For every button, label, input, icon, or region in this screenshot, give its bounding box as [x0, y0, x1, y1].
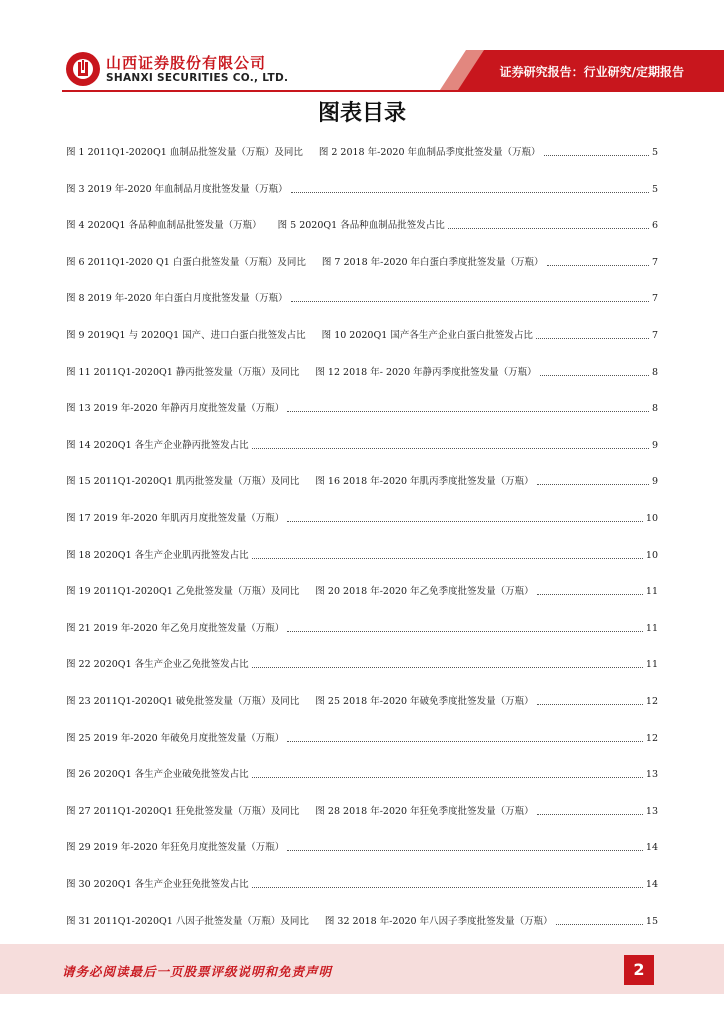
toc-entry-caption: 图 23 2011Q1-2020Q1 破免批签发量（万瓶）及同比 [66, 696, 300, 707]
toc-entry-page: 9 [651, 439, 658, 451]
toc-entry-caption: 图 25 2019 年-2020 年破免月度批签发量（万瓶） [66, 732, 285, 744]
toc-entry-caption-second: 图 2 2018 年-2020 年血制品季度批签发量（万瓶） [318, 147, 541, 158]
toc-entry[interactable] [66, 877, 658, 891]
toc-entry[interactable] [66, 474, 658, 488]
toc-entry[interactable] [66, 328, 658, 342]
toc-entry-caption-second: 图 32 2018 年-2020 年八因子季度批签发量（万瓶） [324, 915, 553, 927]
toc-entry[interactable] [66, 365, 658, 379]
toc-entry-caption-second: 图 25 2018 年-2020 年破免季度批签发量（万瓶） [315, 696, 534, 707]
toc-entry-page: 11 [645, 659, 658, 671]
toc-entry-caption: 图 11 2011Q1-2020Q1 静丙批签发量（万瓶）及同比 [66, 366, 300, 378]
toc-entry[interactable] [66, 511, 658, 525]
toc-entry-page: 5 [651, 183, 658, 195]
toc-entry-caption: 图 9 2019Q1 与 2020Q1 国产、进口白蛋白批签发占比 [66, 330, 306, 341]
toc-entry-page: 15 [645, 915, 658, 927]
toc-entry-caption: 图 31 2011Q1-2020Q1 八因子批签发量（万瓶）及同比 [66, 915, 309, 927]
toc-dot-leader [537, 594, 643, 595]
toc-dot-leader [287, 411, 649, 412]
toc-entry-page: 8 [651, 366, 658, 378]
toc-entry-caption: 图 4 2020Q1 各品种血制品批签发量（万瓶） [66, 220, 262, 232]
toc-entry[interactable] [66, 731, 658, 745]
toc-entry-caption: 图 14 2020Q1 各生产企业静丙批签发占比 [66, 439, 249, 451]
toc-entry-caption: 图 17 2019 年-2020 年肌丙月度批签发量（万瓶） [66, 513, 285, 524]
page-number: 2 [624, 955, 654, 985]
toc-entry-caption: 图 30 2020Q1 各生产企业狂免批签发占比 [66, 879, 249, 890]
header-divider [62, 90, 724, 92]
company-logo-icon [66, 52, 100, 86]
toc-entry-page: 6 [651, 220, 658, 232]
toc-entry[interactable] [66, 914, 658, 928]
toc-entry-page: 12 [645, 732, 658, 744]
toc-entry-caption: 图 21 2019 年-2020 年乙免月度批签发量（万瓶） [66, 622, 285, 634]
toc-entry-caption-second: 图 10 2020Q1 国产各生产企业白蛋白批签发占比 [321, 330, 533, 341]
toc-entry[interactable] [66, 621, 658, 635]
toc-dot-leader [544, 155, 649, 156]
toc-entry-caption-second: 图 16 2018 年-2020 年肌丙季度批签发量（万瓶） [315, 476, 534, 488]
toc-entry-caption-second: 图 20 2018 年-2020 年乙免季度批签发量（万瓶） [315, 586, 534, 598]
toc-entry-caption-second: 图 7 2018 年-2020 年白蛋白季度批签发量（万瓶） [321, 256, 544, 268]
toc-entry-caption: 图 18 2020Q1 各生产企业肌丙批签发占比 [66, 549, 249, 561]
toc-entry[interactable] [66, 548, 658, 562]
toc-entry-caption: 图 1 2011Q1-2020Q1 血制品批签发量（万瓶）及同比 [66, 147, 303, 158]
toc-dot-leader [252, 558, 643, 559]
toc-entry-page: 10 [645, 549, 658, 561]
toc-dot-leader [287, 521, 643, 522]
toc-entry-caption-second: 图 5 2020Q1 各品种血制品批签发占比 [277, 220, 445, 232]
toc-entry-caption: 图 6 2011Q1-2020 Q1 白蛋白批签发量（万瓶）及同比 [66, 256, 306, 268]
toc-entry-page: 7 [651, 293, 658, 305]
toc-dot-leader [537, 704, 643, 705]
toc-dot-leader [252, 777, 643, 778]
toc-dot-leader [252, 667, 643, 668]
toc-entry-page: 5 [651, 147, 658, 158]
toc-dot-leader [287, 741, 643, 742]
toc-entry[interactable] [66, 145, 658, 159]
toc-entry-page: 13 [645, 805, 658, 817]
toc-entry-page: 7 [651, 330, 658, 341]
toc-dot-leader [287, 850, 643, 851]
toc-entry-caption: 图 19 2011Q1-2020Q1 乙免批签发量（万瓶）及同比 [66, 586, 300, 598]
toc-entry-caption: 图 26 2020Q1 各生产企业破免批签发占比 [66, 769, 249, 781]
toc-dot-leader [537, 484, 649, 485]
toc-entry[interactable] [66, 438, 658, 452]
toc-entry-caption: 图 3 2019 年-2020 年血制品月度批签发量（万瓶） [66, 183, 288, 195]
toc-entry-caption: 图 13 2019 年-2020 年静丙月度批签发量（万瓶） [66, 403, 285, 415]
toc-dot-leader [556, 924, 643, 925]
toc-entry[interactable] [66, 182, 658, 196]
toc-entry-caption: 图 22 2020Q1 各生产企业乙免批签发占比 [66, 659, 249, 671]
toc-entry-page: 11 [645, 622, 658, 634]
toc-entry[interactable] [66, 840, 658, 854]
toc-entry-page: 11 [645, 586, 658, 598]
toc-entry-page: 14 [645, 879, 658, 890]
toc-entry[interactable] [66, 255, 658, 269]
toc-entry-page: 7 [651, 256, 658, 268]
report-type-label: 证券研究报告：行业研究/定期报告 [499, 65, 684, 79]
toc-dot-leader [252, 448, 649, 449]
toc-dot-leader [252, 887, 643, 888]
toc-entry-page: 12 [645, 696, 658, 707]
toc-dot-leader [537, 814, 643, 815]
toc-entry-caption: 图 27 2011Q1-2020Q1 狂免批签发量（万瓶）及同比 [66, 805, 300, 817]
toc-dot-leader [291, 301, 649, 302]
toc-entry[interactable] [66, 804, 658, 818]
toc-dot-leader [536, 338, 649, 339]
toc-entry[interactable] [66, 401, 658, 415]
toc-dot-leader [291, 192, 649, 193]
toc-dot-leader [287, 631, 643, 632]
toc-entry[interactable] [66, 694, 658, 708]
toc-entry[interactable] [66, 218, 658, 232]
toc-entry[interactable] [66, 584, 658, 598]
toc-dot-leader [448, 228, 649, 229]
toc-entry-caption: 图 8 2019 年-2020 年白蛋白月度批签发量（万瓶） [66, 293, 288, 305]
toc-dot-leader [547, 265, 649, 266]
toc-entry[interactable] [66, 767, 658, 781]
company-name-cn: 山西证券股份有限公司 [106, 54, 267, 72]
company-name-en: SHANXI SECURITIES CO., LTD. [106, 72, 289, 84]
toc-entry-page: 13 [645, 769, 658, 781]
toc-entry-caption-second: 图 28 2018 年-2020 年狂免季度批签发量（万瓶） [315, 805, 534, 817]
toc-entry-page: 9 [651, 476, 658, 488]
page-header [0, 0, 724, 96]
toc-dot-leader [540, 375, 649, 376]
toc-entry-caption-second: 图 12 2018 年- 2020 年静丙季度批签发量（万瓶） [315, 366, 537, 378]
toc-entry-page: 8 [651, 403, 658, 415]
toc-entry-page: 10 [645, 513, 658, 524]
toc-entry[interactable] [66, 291, 658, 305]
toc-entry-caption: 图 29 2019 年-2020 年狂免月度批签发量（万瓶） [66, 842, 285, 854]
toc-entry[interactable] [66, 657, 658, 671]
footer-disclaimer: 请务必阅读最后一页股票评级说明和免责声明 [62, 964, 333, 979]
toc-entry-page: 14 [645, 842, 658, 854]
toc-title: 图表目录 [317, 101, 406, 126]
toc-entry-caption: 图 15 2011Q1-2020Q1 肌丙批签发量（万瓶）及同比 [66, 476, 300, 488]
